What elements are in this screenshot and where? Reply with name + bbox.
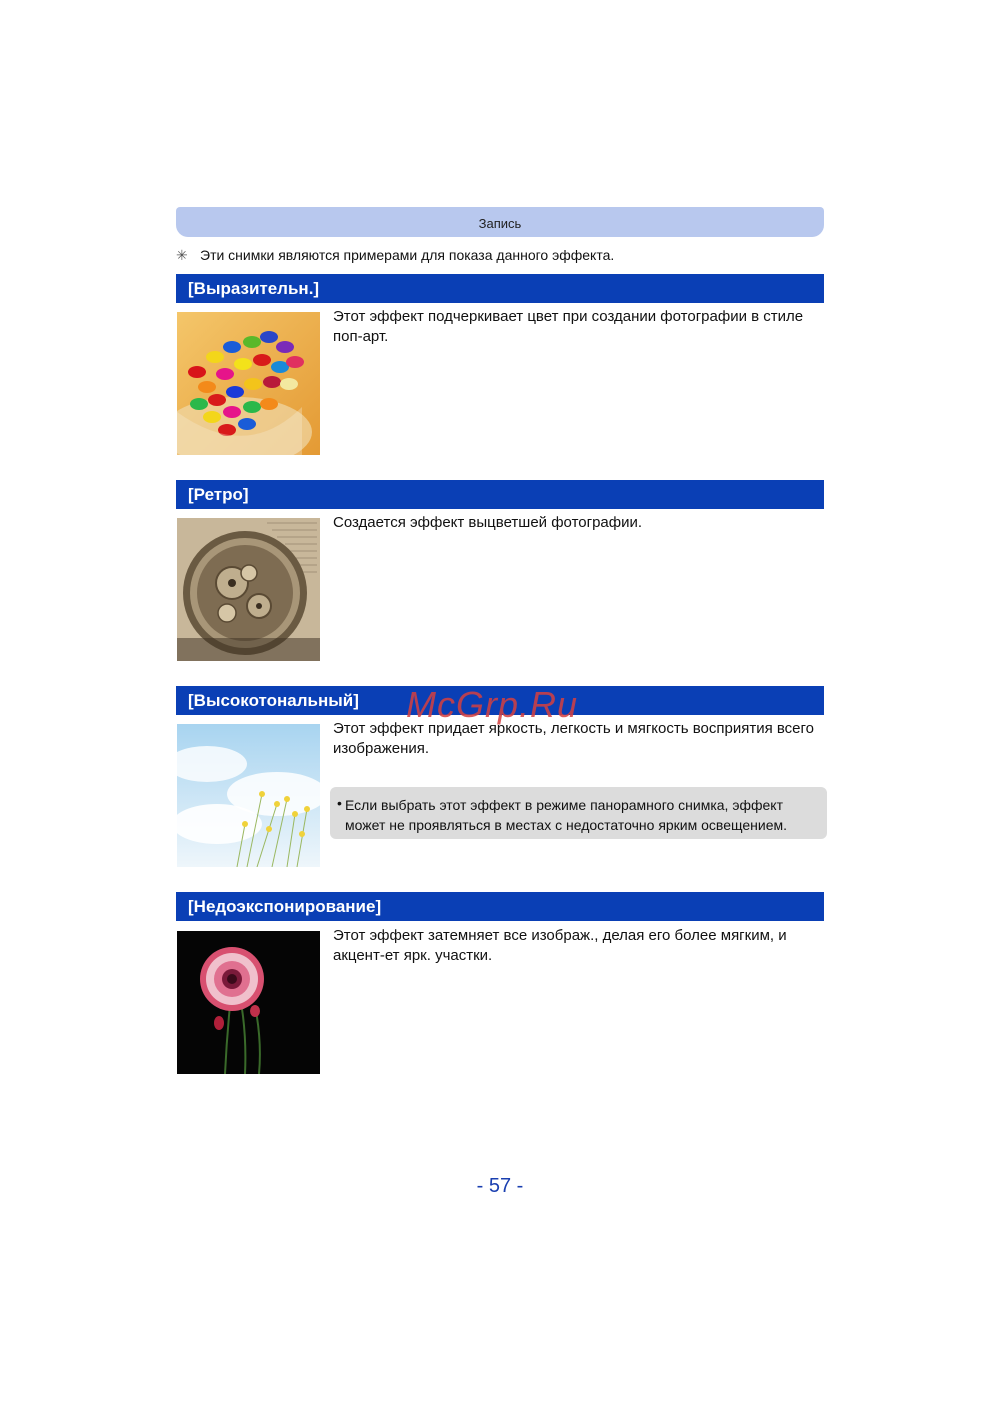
- note-line: [176, 247, 614, 264]
- section-title: [Ретро]: [188, 485, 249, 504]
- section-description: Этот эффект затемняет все изображ., делая его более мягким, и акцент-ет ярк. участки.: [333, 927, 787, 964]
- section-header-retro: [176, 480, 824, 509]
- tip-text: Если выбрать этот эффект в режиме панорамного снимка, эффект может не проявляться в местах с недостаточно ярким освещением.: [345, 797, 787, 833]
- tip-box: [330, 787, 827, 839]
- watermark: McGrp.Ru: [406, 684, 579, 725]
- section-title: [Высокотональный]: [188, 691, 359, 710]
- header-bar: [176, 207, 824, 237]
- section-description: Этот эффект подчеркивает цвет при создании фотографии в стиле поп-арт.: [333, 308, 804, 345]
- section-title: [Недоэкспонирование]: [188, 897, 382, 916]
- section-description: Этот эффект придает яркость, легкость и мягкость восприятия всего изображения.: [333, 720, 815, 757]
- bullet-icon: •: [337, 795, 342, 811]
- sky-flowers-photo: [177, 724, 320, 867]
- note-text: Эти снимки являются примерами для показа данного эффекта.: [200, 247, 615, 263]
- flower-dark-photo: [177, 931, 320, 1074]
- section-header-vibrant: [176, 274, 824, 303]
- section-description: Создается эффект выцветшей фотографии.: [333, 514, 643, 531]
- jelly-beans-photo: [177, 312, 320, 455]
- section-title: [Выразительн.]: [188, 279, 320, 298]
- pocket-watch-photo: [177, 518, 320, 661]
- asterisk-icon: ✳: [176, 247, 188, 263]
- page-number: - 57 -: [476, 1175, 524, 1197]
- section-header-underexposure: [176, 892, 824, 921]
- header-title: Запись: [478, 216, 522, 231]
